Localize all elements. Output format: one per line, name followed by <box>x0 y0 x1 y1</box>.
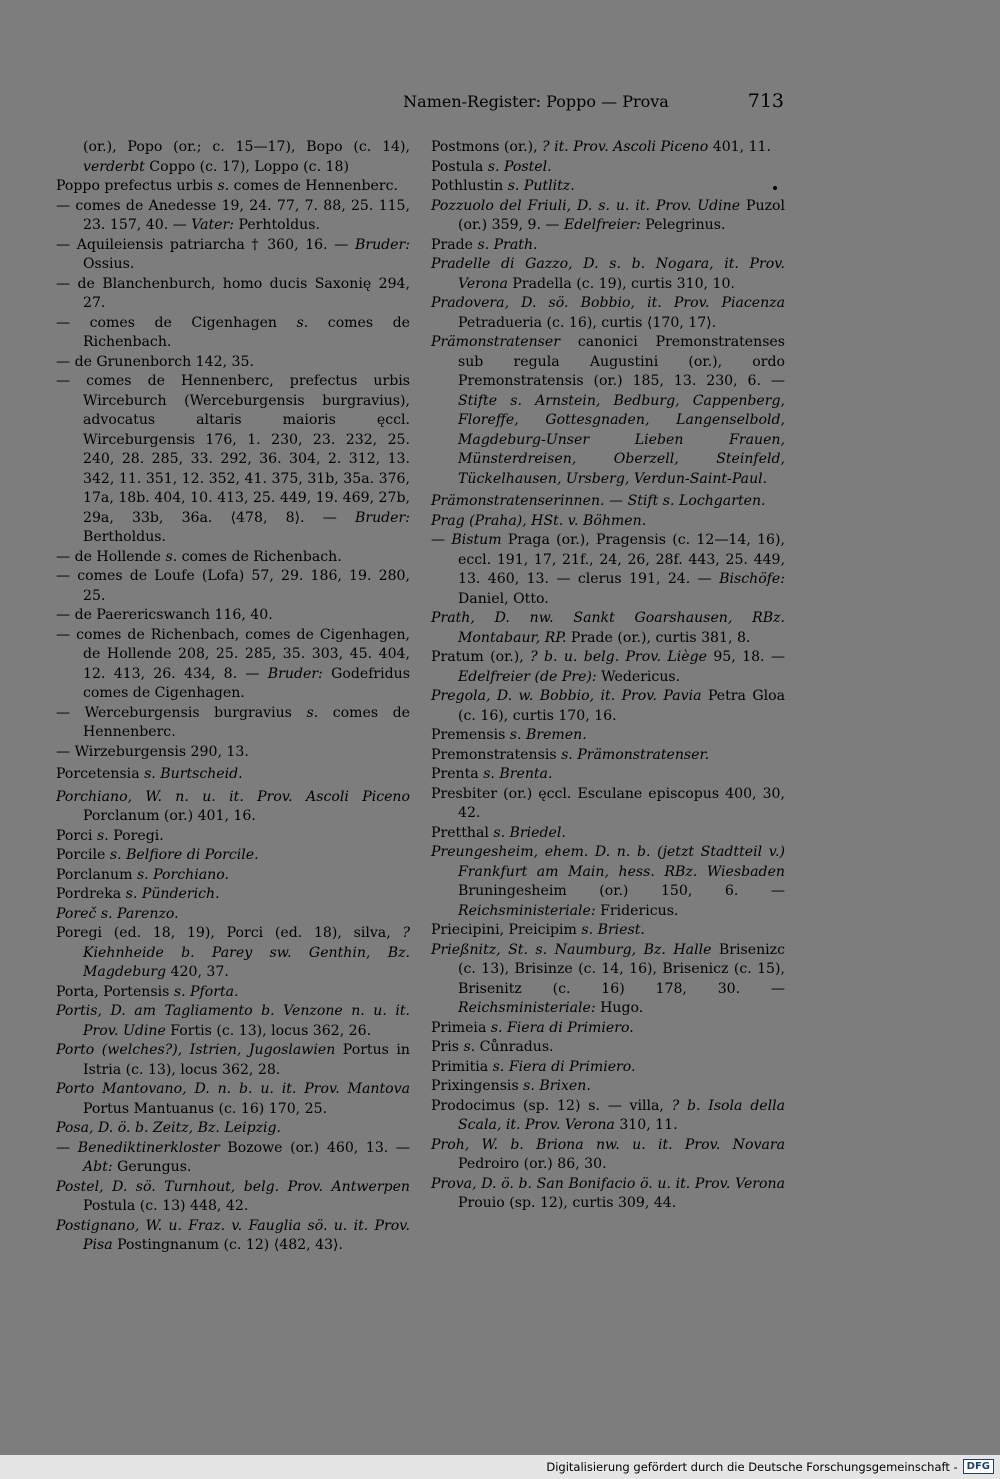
register-entry: Poppo prefectus urbis s. comes de Hennenberc. <box>56 178 398 194</box>
register-entry: Pris s. Cůnradus. <box>431 1039 554 1055</box>
register-entry: — de Blanchenburch, homo ducis Saxonię 294, 27. <box>56 275 410 311</box>
register-entry: — de Paerericswanch 116, 40. <box>56 607 273 623</box>
register-entry: Prießnitz, St. s. Naumburg, Bz. Halle Brisenizc (c. 13), Brisinze (c. 14, 16), Brisenicz (c. 15), Brisenitz (c. 16) 178, 30. — Reichsministeriale: Hugo. <box>431 941 786 1016</box>
register-entry: — Bistum Praga (or.), Pragensis (c. 12—14, 16), eccl. 191, 17, 21f., 24, 26, 28f. 443, 25. 449, 13. 460, 13. — clerus 191, 24. — Bischöfe: Daniel, Otto. <box>431 532 786 607</box>
register-entry: Pothlustin s. Putlitz. <box>431 178 575 194</box>
right-column <box>431 138 785 1214</box>
register-entry: Poreč s. Parenzo. <box>56 905 179 922</box>
register-entry: Portis, D. am Tagliamento b. Venzone n. u. it. Prov. Udine Fortis (c. 13), locus 362, 26. <box>56 1003 410 1039</box>
register-entry: Prag (Praha), HSt. v. Böhmen. <box>431 512 647 529</box>
register-entry: Porclanum s. Porchiano. <box>56 866 229 883</box>
register-entry: Primitia s. Fiera di Primiero. <box>431 1058 636 1075</box>
register-entry: Prämonstratenserinnen. — Stift s. Lochgarten. <box>431 493 766 509</box>
register-entry: Postel, D. sö. Turnhout, belg. Prov. Antwerpen Postula (c. 13) 448, 42. <box>56 1178 410 1214</box>
register-entry: — Werceburgensis burgravius s. comes de Hennenberc. <box>56 704 410 740</box>
register-entry: — Aquileiensis patriarcha † 360, 16. — Bruder: Ossius. <box>56 236 410 272</box>
register-entry: Pregola, D. w. Bobbio, it. Prov. Pavia Petra Gloa (c. 16), curtis 170, 16. <box>431 688 785 724</box>
register-entry: Porta, Portensis s. Pforta. <box>56 983 239 1000</box>
register-entry: — comes de Hennenberc, prefectus urbis Wirceburch (Werceburgensis burgravius), advocatus altaris maioris ęccl. Wirceburgensis 176, 1. 230, 23. 232, 25. 240, 28. 285, 33. 292, 36. 304, 2. 312, 13. 342, 11. 351, 12. 352, 41. 375, 31b, 35a. 376, 17a, 18b. 404, 10. 413, 25. 449, 19. 469, 27b, 29a, 33b, 36a. ⟨478, 8⟩. — Bruder: Bertholdus. <box>56 373 410 545</box>
register-entry: — comes de Richenbach, comes de Cigenhagen, de Hollende 208, 25. 285, 35. 303, 45. 404, 12. 413, 26. 434, 8. — Bruder: Godefridus comes de Cigenhagen. <box>56 626 410 701</box>
register-entry: Postmons (or.), ? it. Prov. Ascoli Piceno 401, 11. <box>431 139 772 155</box>
dfg-logo: DFG <box>963 1459 994 1474</box>
running-head: Namen-Register: Poppo — Prova <box>403 92 669 111</box>
register-entry: Prade s. Prath. <box>431 236 538 253</box>
register-entry: Porto Mantovano, D. n. b. u. it. Prov. Mantova Portus Mantuanus (c. 16) 170, 25. <box>56 1081 410 1117</box>
register-entry: (or.), Popo (or.; c. 15—17), Bopo (c. 14), verderbt Coppo (c. 17), Loppo (c. 18) <box>83 139 410 175</box>
footer <box>546 1459 994 1474</box>
register-entry: — comes de Cigenhagen s. comes de Richenbach. <box>56 314 411 350</box>
register-entry: Pradelle di Gazzo, D. s. b. Nogara, it. Prov. Verona Pradella (c. 19), curtis 310, 10. <box>431 256 785 292</box>
register-entry: — comes de Loufe (Lofa) 57, 29. 186, 19. 280, 25. <box>56 568 410 604</box>
register-entry: Porcile s. Belfiore di Porcile. <box>56 847 259 863</box>
register-entry: Porto (welches?), Istrien, Jugoslawien Portus in Istria (c. 13), locus 362, 28. <box>56 1042 410 1078</box>
register-entry: Pradovera, D. sö. Bobbio, it. Prov. Piacenza Petradueria (c. 16), curtis ⟨170, 17⟩. <box>431 295 785 331</box>
register-entry: Prämonstratenser canonici Premonstratenses sub regula Augustini (or.), ordo Premonstratensis (or.) 185, 13. 230, 6. — Stifte s. Arnstein, Bedburg, Cappenberg, Floreffe, Gottesgnaden, Langenselbold, Magdeburg-Unser Lieben Frauen, Münsterdreisen, Oberzell, Steinfeld, Tückelhausen, Ursberg, Verdun-Saint-Paul. <box>431 334 785 487</box>
register-entry: Postignano, W. u. Fraz. v. Fauglia sö. u. it. Prov. Pisa Postingnanum (c. 12) ⟨482, 43⟩. <box>56 1217 410 1253</box>
register-entry: — Benediktinerkloster Bozowe (or.) 460, 13. — Abt: Gerungus. <box>56 1139 410 1175</box>
register-entry: Prova, D. ö. b. San Bonifacio ö. u. it. Prov. Verona Prouio (sp. 12), curtis 309, 44. <box>431 1175 785 1211</box>
page-number: 713 <box>747 90 784 112</box>
footer-credit: Digitalisierung gefördert durch die Deutsche Forschungsgemeinschaft - <box>546 1459 958 1474</box>
register-entry: Porchiano, W. n. u. it. Prov. Ascoli Piceno Porclanum (or.) 401, 16. <box>56 788 410 824</box>
register-entry: Presbiter (or.) ęccl. Esculane episcopus 400, 30, 42. <box>431 785 785 821</box>
register-entry: Premensis s. Bremen. <box>431 727 587 743</box>
register-entry: Pozzuolo del Friuli, D. s. u. it. Prov. Udine Puzol (or.) 359, 9. — Edelfreier: Pelegrinus. <box>431 197 785 233</box>
register-entry: — de Hollende s. comes de Richenbach. <box>56 548 342 565</box>
register-entry: Pratum (or.), ? b. u. belg. Prov. Liège 95, 18. — Edelfreier (de Pre): Wedericus. <box>431 649 785 685</box>
register-entry: Primeia s. Fiera di Primiero. <box>431 1019 634 1036</box>
register-entry: Premonstratensis s. Prämonstratenser. <box>431 746 710 763</box>
left-column <box>56 138 410 1256</box>
register-entry: Prodocimus (sp. 12) s. — villa, ? b. Isola della Scala, it. Prov. Verona 310, 11. <box>431 1097 785 1133</box>
register-entry: Porci s. Poregi. <box>56 827 164 844</box>
register-entry: Pretthal s. Briedel. <box>431 824 566 841</box>
register-entry: Prixingensis s. Brixen. <box>431 1078 591 1094</box>
register-entry: Preungesheim, ehem. D. n. b. (jetzt Stadtteil v.) Frankfurt am Main, hess. RBz. Wiesbaden Bruningesheim (or.) 150, 6. — Reichsministeriale: Fridericus. <box>431 844 785 919</box>
register-entry: — comes de Anedesse 19, 24. 77, 7. 88, 25. 115, 23. 157, 40. — Vater: Perhtoldus. <box>56 197 410 233</box>
register-entry: Postula s. Postel. <box>431 158 552 175</box>
register-entry: Prath, D. nw. Sankt Goarshausen, RBz. Montabaur, RP. Prade (or.), curtis 381, 8. <box>431 610 785 646</box>
register-entry: Posa, D. ö. b. Zeitz, Bz. Leipzig. <box>56 1120 282 1136</box>
register-entry: Porcetensia s. Burtscheid. <box>56 766 243 782</box>
register-entry: Priecipini, Preicipim s. Briest. <box>431 922 645 938</box>
register-entry: Pordreka s. Pünderich. <box>56 886 220 902</box>
register-entry: Poregi (ed. 18, 19), Porci (ed. 18), silva, ? Kiehnheide b. Parey sw. Genthin, Bz. Magdeburg 420, 37. <box>56 925 410 980</box>
register-entry: — Wirzeburgensis 290, 13. <box>56 743 249 760</box>
register-entry: Proh, W. b. Briona nw. u. it. Prov. Novara Pedroiro (or.) 86, 30. <box>431 1136 785 1172</box>
register-entry: Prenta s. Brenta. <box>431 766 553 782</box>
register-entry: — de Grunenborch 142, 35. <box>56 353 254 370</box>
ink-dot <box>773 186 777 190</box>
